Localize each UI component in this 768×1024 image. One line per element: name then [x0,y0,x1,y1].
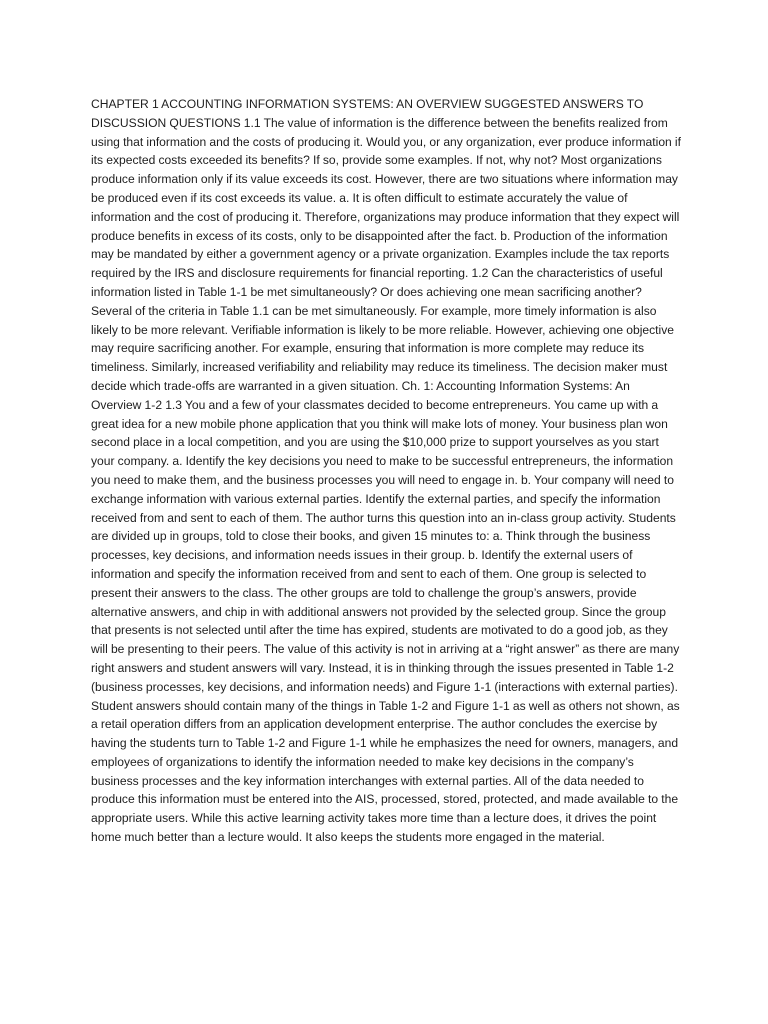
document-body-text: CHAPTER 1 ACCOUNTING INFORMATION SYSTEMS: AN OVERVIEW SUGGESTED ANSWERS TO DISCUSSION QUESTIONS 1.1 The value of information is the difference between the benefits realized from using that information and the costs of producing it. Would you, or any organization, ever produce information if its expected costs exceeded its benefits? If so, provide some examples. If not, why not? Most organizations produce information only if its value exceeds its cost. However, there are two situations where information may be produced even if its cost exceeds its value. a. It is often difficult to estimate accurately the value of information and the cost of producing it. Therefore, organizations may produce information that they expect will produce benefits in excess of its costs, only to be disappointed after the fact. b. Production of the information may be mandated by either a government agency or a private organization. Examples include the tax reports required by the IRS and disclosure requirements for financial reporting. 1.2 Can the characteristics of useful information listed in Table 1-1 be met simultaneously? Or does achieving one mean sacrificing another? Several of the criteria in Table 1.1 can be met simultaneously. For example, more timely information is also likely to be more relevant. Verifiable information is likely to be more reliable. However, achieving one objective may require sacrificing another. For example, ensuring that information is more complete may reduce its timeliness. Similarly, increased verifiability and reliability may reduce its timeliness. The decision maker must decide which trade-offs are warranted in a given situation. Ch. 1: Accounting Information Systems: An Overview 1-2 1.3 You and a few of your classmates decided to become entrepreneurs. You came up with a great idea for a new mobile phone application that you think will make lots of money. Your business plan won second place in a local competition, and you are using the $10,000 prize to support yourselves as you start your company. a. Identify the key decisions you need to make to be successful entrepreneurs, the information you need to make them, and the business processes you will need to engage in. b. Your company will need to exchange information with various external parties. Identify the external parties, and specify the information received from and sent to each of them. The author turns this question into an in-class group activity. Students are divided up in groups, told to close their books, and given 15 minutes to: a. Think through the business processes, key decisions, and information needs issues in their group. b. Identify the external users of information and specify the information received from and sent to each of them. One group is selected to present their answers to the class. The other groups are told to challenge the group’s answers, provide alternative answers, and chip in with additional answers not provided by the selected group. Since the group that presents is not selected until after the time has expired, students are motivated to do a good job, as they will be presenting to their peers. The value of this activity is not in arriving at a “right answer” as there are many right answers and student answers will vary. Instead, it is in thinking through the issues presented in Table 1-2 (business processes, key decisions, and information needs) and Figure 1-1 (interactions with external parties). Student answers should contain many of the things in Table 1-2 and Figure 1-1 as well as others not shown, as a retail operation differs from an application development enterprise. The author concludes the exercise by having the students turn to Table 1-2 and Figure 1-1 while he emphasizes the need for owners, managers, and employees of organizations to identify the information needed to make key decisions in the company’s business processes and the key information interchanges with external parties. All of the data needed to produce this information must be entered into the AIS, processed, stored, protected, and made available to the appropriate users. While this active learning activity takes more time than a lecture does, it drives the point home much better than a lecture would. It also keeps the students more engaged in the material. [91,97,681,845]
